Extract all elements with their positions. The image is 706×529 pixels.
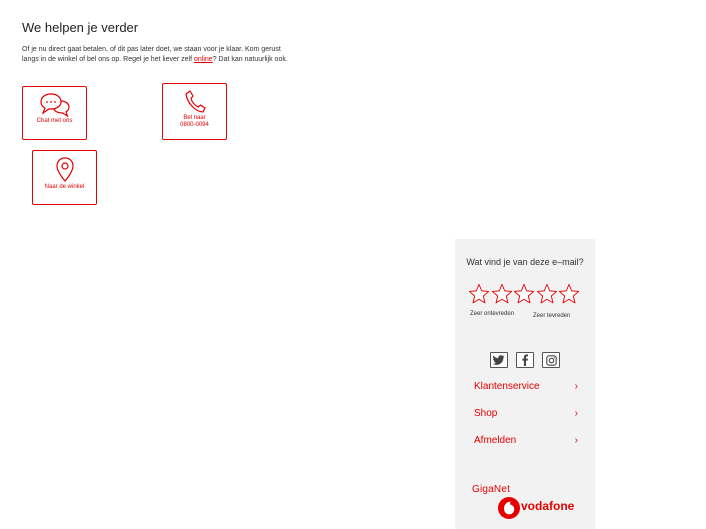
vodafone-logo-icon [497, 496, 521, 520]
location-pin-icon [54, 156, 76, 184]
giganet-logo: GigaNet [472, 484, 511, 495]
chevron-right-icon: › [574, 381, 578, 392]
intro-text-start: Of je nu direct gaat betalen, of dit pas later doet, we staan voor je klaar. Kom gerust langs in de winkel of bel ons op. Regel je het liever zelf [22, 46, 281, 63]
page-title: We helpen je verder [22, 20, 139, 35]
unsubscribe-label: Afmelden [474, 435, 517, 446]
feedback-question: Wat vind je van deze e–mail? [466, 257, 584, 267]
rating-high-label: Zeer tevreden [533, 313, 571, 319]
twitter-icon [493, 355, 505, 365]
call-number: 0800-0094 [180, 122, 209, 128]
shop-link[interactable] [474, 408, 578, 419]
online-link[interactable]: online [194, 56, 213, 63]
vodafone-wordmark: vodafone [521, 499, 575, 513]
shop-label: Shop [474, 408, 498, 419]
star-4-icon[interactable] [536, 283, 558, 305]
intro-text [22, 45, 294, 65]
intro-text-end: ? Dat kan natuurlijk ook. [212, 56, 288, 63]
call-label-line1: Bel naar [183, 115, 206, 121]
store-locator-button[interactable] [32, 150, 97, 205]
chevron-right-icon: › [574, 408, 578, 419]
twitter-button[interactable] [490, 352, 508, 368]
star-rating [468, 283, 584, 307]
instagram-button[interactable] [542, 352, 560, 368]
facebook-button[interactable] [516, 352, 534, 368]
chat-label: Chat met ons [36, 118, 73, 124]
store-label: Naar de winkel [44, 184, 85, 190]
phone-icon [183, 89, 207, 115]
klantenservice-label: Klantenservice [474, 381, 540, 392]
chat-bubbles-icon [39, 92, 71, 118]
unsubscribe-link[interactable] [474, 435, 578, 446]
instagram-icon [546, 355, 557, 366]
klantenservice-link[interactable] [474, 381, 578, 392]
star-1-icon[interactable] [468, 283, 490, 305]
chat-button[interactable] [22, 86, 87, 140]
star-3-icon[interactable] [513, 283, 535, 305]
sidebar-panel [455, 239, 595, 529]
rating-low-label: Zeer ontevreden [470, 311, 515, 317]
chevron-right-icon: › [574, 435, 578, 446]
star-5-icon[interactable] [558, 283, 580, 305]
call-button[interactable] [162, 83, 227, 140]
facebook-icon [521, 354, 529, 366]
star-2-icon[interactable] [491, 283, 513, 305]
